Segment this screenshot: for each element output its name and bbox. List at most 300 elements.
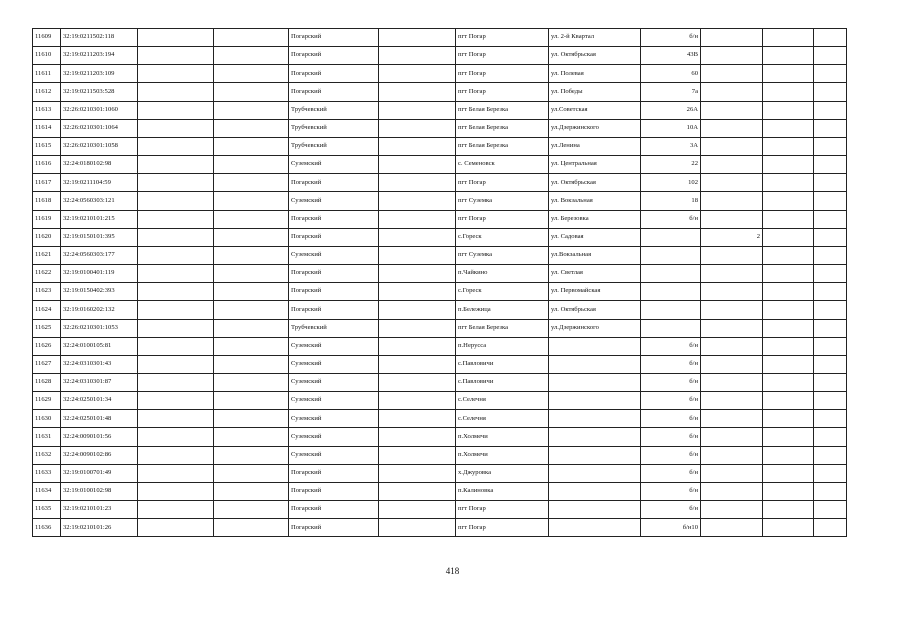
district-cell: Суземский — [289, 446, 379, 464]
empty-cell — [379, 283, 456, 301]
locality-cell: пгт Погар — [456, 29, 549, 47]
empty-cell — [379, 29, 456, 47]
empty-cell — [138, 337, 214, 355]
locality-cell: пгт Погар — [456, 210, 549, 228]
registry-table — [32, 28, 847, 537]
house-number-cell: б/н — [641, 210, 701, 228]
cadastral-number-cell: 32:24:0100105:81 — [61, 337, 138, 355]
house-number-cell: б/н — [641, 446, 701, 464]
row-number-cell: 11626 — [33, 337, 61, 355]
locality-cell: пгт Погар — [456, 83, 549, 101]
empty-cell — [814, 246, 847, 264]
street-cell — [549, 482, 641, 500]
locality-cell: пгт Погар — [456, 501, 549, 519]
table-row — [33, 137, 847, 155]
empty-cell — [763, 246, 814, 264]
empty-cell — [763, 174, 814, 192]
empty-cell — [214, 446, 289, 464]
row-number-cell: 11613 — [33, 101, 61, 119]
house-number-cell: б/н — [641, 464, 701, 482]
empty-cell — [379, 137, 456, 155]
quantity-cell — [701, 29, 763, 47]
locality-cell: с.Павловичи — [456, 373, 549, 391]
empty-cell — [379, 65, 456, 83]
street-cell: ул. Октябрьская — [549, 301, 641, 319]
cadastral-number-cell: 32:24:0090102:86 — [61, 446, 138, 464]
quantity-cell — [701, 373, 763, 391]
row-number-cell: 11610 — [33, 47, 61, 65]
empty-cell — [379, 355, 456, 373]
cadastral-number-cell: 32:19:0100401:119 — [61, 265, 138, 283]
table-row — [33, 65, 847, 83]
row-number-cell: 11633 — [33, 464, 61, 482]
row-number-cell: 11635 — [33, 501, 61, 519]
empty-cell — [814, 174, 847, 192]
table-row — [33, 501, 847, 519]
house-number-cell: б/н — [641, 392, 701, 410]
cadastral-number-cell: 32:19:0211203:194 — [61, 47, 138, 65]
empty-cell — [814, 101, 847, 119]
district-cell: Погарский — [289, 283, 379, 301]
table-row — [33, 246, 847, 264]
house-number-cell: б/н — [641, 482, 701, 500]
street-cell — [549, 464, 641, 482]
empty-cell — [138, 464, 214, 482]
row-number-cell: 11629 — [33, 392, 61, 410]
cadastral-number-cell: 32:19:0100102:98 — [61, 482, 138, 500]
empty-cell — [814, 519, 847, 537]
empty-cell — [214, 83, 289, 101]
locality-cell: п.Нерусса — [456, 337, 549, 355]
district-cell: Суземский — [289, 156, 379, 174]
street-cell: ул. Победы — [549, 83, 641, 101]
quantity-cell — [701, 47, 763, 65]
house-number-cell — [641, 283, 701, 301]
locality-cell: с. Семеновск — [456, 156, 549, 174]
empty-cell — [138, 119, 214, 137]
empty-cell — [763, 29, 814, 47]
empty-cell — [214, 119, 289, 137]
empty-cell — [379, 392, 456, 410]
district-cell: Погарский — [289, 519, 379, 537]
quantity-cell — [701, 519, 763, 537]
row-number-cell: 11614 — [33, 119, 61, 137]
empty-cell — [763, 283, 814, 301]
table-row — [33, 119, 847, 137]
quantity-cell — [701, 283, 763, 301]
table-row — [33, 101, 847, 119]
district-cell: Суземский — [289, 373, 379, 391]
district-cell: Трубчевский — [289, 319, 379, 337]
empty-cell — [763, 392, 814, 410]
locality-cell: пгт Суземка — [456, 192, 549, 210]
house-number-cell: 22 — [641, 156, 701, 174]
empty-cell — [214, 501, 289, 519]
row-number-cell: 11632 — [33, 446, 61, 464]
street-cell: ул.Дзержинского — [549, 119, 641, 137]
table-row — [33, 265, 847, 283]
table-row — [33, 337, 847, 355]
empty-cell — [138, 301, 214, 319]
street-cell: ул. Октябрьская — [549, 174, 641, 192]
district-cell: Погарский — [289, 83, 379, 101]
district-cell: Суземский — [289, 392, 379, 410]
house-number-cell: 102 — [641, 174, 701, 192]
quantity-cell — [701, 337, 763, 355]
row-number-cell: 11621 — [33, 246, 61, 264]
empty-cell — [214, 283, 289, 301]
empty-cell — [763, 446, 814, 464]
empty-cell — [814, 119, 847, 137]
district-cell: Погарский — [289, 47, 379, 65]
empty-cell — [214, 319, 289, 337]
row-number-cell: 11625 — [33, 319, 61, 337]
empty-cell — [763, 119, 814, 137]
empty-cell — [138, 392, 214, 410]
empty-cell — [214, 156, 289, 174]
table-row — [33, 464, 847, 482]
cadastral-number-cell: 32:19:0211203:109 — [61, 65, 138, 83]
registry-body — [33, 29, 847, 537]
quantity-cell — [701, 174, 763, 192]
house-number-cell: 26А — [641, 101, 701, 119]
empty-cell — [138, 246, 214, 264]
empty-cell — [763, 337, 814, 355]
house-number-cell — [641, 265, 701, 283]
empty-cell — [379, 174, 456, 192]
street-cell — [549, 501, 641, 519]
empty-cell — [379, 83, 456, 101]
empty-cell — [814, 301, 847, 319]
house-number-cell: 60 — [641, 65, 701, 83]
empty-cell — [138, 482, 214, 500]
cadastral-number-cell: 32:19:0211502:118 — [61, 29, 138, 47]
cadastral-number-cell: 32:19:0160202:132 — [61, 301, 138, 319]
empty-cell — [814, 482, 847, 500]
house-number-cell: 3А — [641, 137, 701, 155]
empty-cell — [763, 156, 814, 174]
empty-cell — [379, 519, 456, 537]
locality-cell: с.Павловичи — [456, 355, 549, 373]
cadastral-number-cell: 32:19:0150101:395 — [61, 228, 138, 246]
empty-cell — [763, 464, 814, 482]
locality-cell: х.Джуровка — [456, 464, 549, 482]
cadastral-number-cell: 32:26:0210301:1060 — [61, 101, 138, 119]
row-number-cell: 11609 — [33, 29, 61, 47]
empty-cell — [763, 228, 814, 246]
empty-cell — [763, 192, 814, 210]
empty-cell — [138, 174, 214, 192]
row-number-cell: 11617 — [33, 174, 61, 192]
empty-cell — [214, 101, 289, 119]
empty-cell — [138, 501, 214, 519]
table-row — [33, 210, 847, 228]
house-number-cell: 18 — [641, 192, 701, 210]
district-cell: Трубчевский — [289, 137, 379, 155]
street-cell — [549, 337, 641, 355]
street-cell: ул.Дзержинского — [549, 319, 641, 337]
district-cell: Суземский — [289, 428, 379, 446]
table-row — [33, 519, 847, 537]
house-number-cell: 43В — [641, 47, 701, 65]
house-number-cell: 7а — [641, 83, 701, 101]
empty-cell — [763, 519, 814, 537]
empty-cell — [138, 428, 214, 446]
quantity-cell — [701, 192, 763, 210]
empty-cell — [379, 210, 456, 228]
locality-cell: пгт Погар — [456, 174, 549, 192]
table-row — [33, 192, 847, 210]
quantity-cell — [701, 319, 763, 337]
empty-cell — [763, 373, 814, 391]
locality-cell: с.Гореск — [456, 228, 549, 246]
quantity-cell — [701, 355, 763, 373]
empty-cell — [214, 47, 289, 65]
locality-cell: пгт Погар — [456, 47, 549, 65]
quantity-cell — [701, 119, 763, 137]
table-row — [33, 319, 847, 337]
district-cell: Суземский — [289, 355, 379, 373]
empty-cell — [138, 65, 214, 83]
street-cell — [549, 392, 641, 410]
row-number-cell: 11636 — [33, 519, 61, 537]
locality-cell: п.Калиновка — [456, 482, 549, 500]
street-cell — [549, 428, 641, 446]
locality-cell: пгт Суземка — [456, 246, 549, 264]
empty-cell — [138, 192, 214, 210]
locality-cell: пгт Погар — [456, 519, 549, 537]
empty-cell — [138, 29, 214, 47]
empty-cell — [379, 119, 456, 137]
empty-cell — [763, 65, 814, 83]
empty-cell — [814, 392, 847, 410]
cadastral-number-cell: 32:19:0210101:23 — [61, 501, 138, 519]
empty-cell — [214, 464, 289, 482]
quantity-cell — [701, 410, 763, 428]
district-cell: Погарский — [289, 174, 379, 192]
cadastral-number-cell: 32:19:0150402:393 — [61, 283, 138, 301]
street-cell — [549, 446, 641, 464]
empty-cell — [763, 482, 814, 500]
cadastral-number-cell: 32:24:0250101:48 — [61, 410, 138, 428]
district-cell: Погарский — [289, 228, 379, 246]
house-number-cell — [641, 246, 701, 264]
empty-cell — [814, 410, 847, 428]
locality-cell: п.Холмечи — [456, 428, 549, 446]
empty-cell — [379, 228, 456, 246]
empty-cell — [138, 265, 214, 283]
district-cell: Погарский — [289, 501, 379, 519]
cadastral-number-cell: 32:19:0210101:215 — [61, 210, 138, 228]
locality-cell: с.Селечня — [456, 410, 549, 428]
quantity-cell — [701, 210, 763, 228]
empty-cell — [814, 192, 847, 210]
table-row — [33, 410, 847, 428]
empty-cell — [214, 355, 289, 373]
empty-cell — [379, 337, 456, 355]
empty-cell — [814, 137, 847, 155]
district-cell: Погарский — [289, 29, 379, 47]
empty-cell — [214, 301, 289, 319]
empty-cell — [379, 446, 456, 464]
house-number-cell — [641, 319, 701, 337]
house-number-cell: б/н — [641, 29, 701, 47]
empty-cell — [138, 47, 214, 65]
row-number-cell: 11618 — [33, 192, 61, 210]
empty-cell — [214, 65, 289, 83]
empty-cell — [138, 319, 214, 337]
house-number-cell: б/н — [641, 337, 701, 355]
house-number-cell: б/н — [641, 501, 701, 519]
house-number-cell: б/н — [641, 428, 701, 446]
table-row — [33, 47, 847, 65]
house-number-cell: 10А — [641, 119, 701, 137]
empty-cell — [763, 501, 814, 519]
empty-cell — [763, 428, 814, 446]
street-cell: ул.Советская — [549, 101, 641, 119]
empty-cell — [763, 137, 814, 155]
empty-cell — [814, 373, 847, 391]
quantity-cell — [701, 156, 763, 174]
empty-cell — [138, 101, 214, 119]
house-number-cell: б/н10 — [641, 519, 701, 537]
empty-cell — [814, 319, 847, 337]
cadastral-number-cell: 32:24:0090101:56 — [61, 428, 138, 446]
district-cell: Погарский — [289, 301, 379, 319]
empty-cell — [138, 410, 214, 428]
quantity-cell — [701, 246, 763, 264]
empty-cell — [814, 337, 847, 355]
empty-cell — [138, 519, 214, 537]
row-number-cell: 11620 — [33, 228, 61, 246]
quantity-cell — [701, 301, 763, 319]
cadastral-number-cell: 32:26:0210301:1064 — [61, 119, 138, 137]
empty-cell — [763, 210, 814, 228]
empty-cell — [214, 192, 289, 210]
empty-cell — [763, 47, 814, 65]
empty-cell — [214, 137, 289, 155]
empty-cell — [379, 373, 456, 391]
row-number-cell: 11634 — [33, 482, 61, 500]
street-cell: ул. Садовая — [549, 228, 641, 246]
row-number-cell: 11631 — [33, 428, 61, 446]
locality-cell: с.Селечня — [456, 392, 549, 410]
locality-cell: п.Чайкино — [456, 265, 549, 283]
empty-cell — [379, 47, 456, 65]
street-cell: ул. Октябрьская — [549, 47, 641, 65]
row-number-cell: 11623 — [33, 283, 61, 301]
cadastral-number-cell: 32:24:0560303:177 — [61, 246, 138, 264]
locality-cell: пгт Белая Березка — [456, 101, 549, 119]
empty-cell — [814, 428, 847, 446]
empty-cell — [814, 228, 847, 246]
district-cell: Погарский — [289, 65, 379, 83]
street-cell — [549, 410, 641, 428]
empty-cell — [763, 265, 814, 283]
empty-cell — [138, 210, 214, 228]
empty-cell — [138, 228, 214, 246]
empty-cell — [214, 392, 289, 410]
quantity-cell — [701, 83, 763, 101]
cadastral-number-cell: 32:24:0560303:121 — [61, 192, 138, 210]
empty-cell — [763, 319, 814, 337]
empty-cell — [379, 101, 456, 119]
district-cell: Трубчевский — [289, 119, 379, 137]
empty-cell — [814, 210, 847, 228]
empty-cell — [763, 301, 814, 319]
empty-cell — [814, 29, 847, 47]
cadastral-number-cell: 32:24:0180102:98 — [61, 156, 138, 174]
locality-cell: пгт Белая Березка — [456, 319, 549, 337]
quantity-cell — [701, 482, 763, 500]
street-cell: ул. Первомайская — [549, 283, 641, 301]
locality-cell: п.Бележица — [456, 301, 549, 319]
row-number-cell: 11628 — [33, 373, 61, 391]
table-row — [33, 283, 847, 301]
empty-cell — [214, 337, 289, 355]
street-cell: ул. Полевая — [549, 65, 641, 83]
quantity-cell — [701, 501, 763, 519]
cadastral-number-cell: 32:19:0100701:49 — [61, 464, 138, 482]
empty-cell — [814, 283, 847, 301]
district-cell: Погарский — [289, 265, 379, 283]
empty-cell — [214, 265, 289, 283]
row-number-cell: 11627 — [33, 355, 61, 373]
table-row — [33, 392, 847, 410]
empty-cell — [814, 83, 847, 101]
empty-cell — [379, 482, 456, 500]
empty-cell — [814, 47, 847, 65]
district-cell: Погарский — [289, 464, 379, 482]
house-number-cell — [641, 301, 701, 319]
empty-cell — [214, 29, 289, 47]
empty-cell — [138, 83, 214, 101]
cadastral-number-cell: 32:24:0250101:34 — [61, 392, 138, 410]
row-number-cell: 11616 — [33, 156, 61, 174]
quantity-cell — [701, 265, 763, 283]
quantity-cell — [701, 137, 763, 155]
quantity-cell: 2 — [701, 228, 763, 246]
district-cell: Погарский — [289, 482, 379, 500]
street-cell: ул. Березовка — [549, 210, 641, 228]
empty-cell — [763, 101, 814, 119]
empty-cell — [379, 410, 456, 428]
district-cell: Погарский — [289, 210, 379, 228]
row-number-cell: 11624 — [33, 301, 61, 319]
empty-cell — [814, 156, 847, 174]
empty-cell — [814, 355, 847, 373]
empty-cell — [814, 265, 847, 283]
empty-cell — [814, 65, 847, 83]
quantity-cell — [701, 464, 763, 482]
empty-cell — [379, 301, 456, 319]
row-number-cell: 11619 — [33, 210, 61, 228]
street-cell: ул. 2-й Квартал — [549, 29, 641, 47]
row-number-cell: 11611 — [33, 65, 61, 83]
table-row — [33, 446, 847, 464]
cadastral-number-cell: 32:26:0210301:1058 — [61, 137, 138, 155]
district-cell: Суземский — [289, 410, 379, 428]
street-cell: ул.Ленина — [549, 137, 641, 155]
empty-cell — [214, 210, 289, 228]
table-row — [33, 174, 847, 192]
empty-cell — [138, 283, 214, 301]
house-number-cell: б/н — [641, 373, 701, 391]
table-row — [33, 428, 847, 446]
empty-cell — [138, 373, 214, 391]
empty-cell — [379, 464, 456, 482]
street-cell: ул. Светлая — [549, 265, 641, 283]
